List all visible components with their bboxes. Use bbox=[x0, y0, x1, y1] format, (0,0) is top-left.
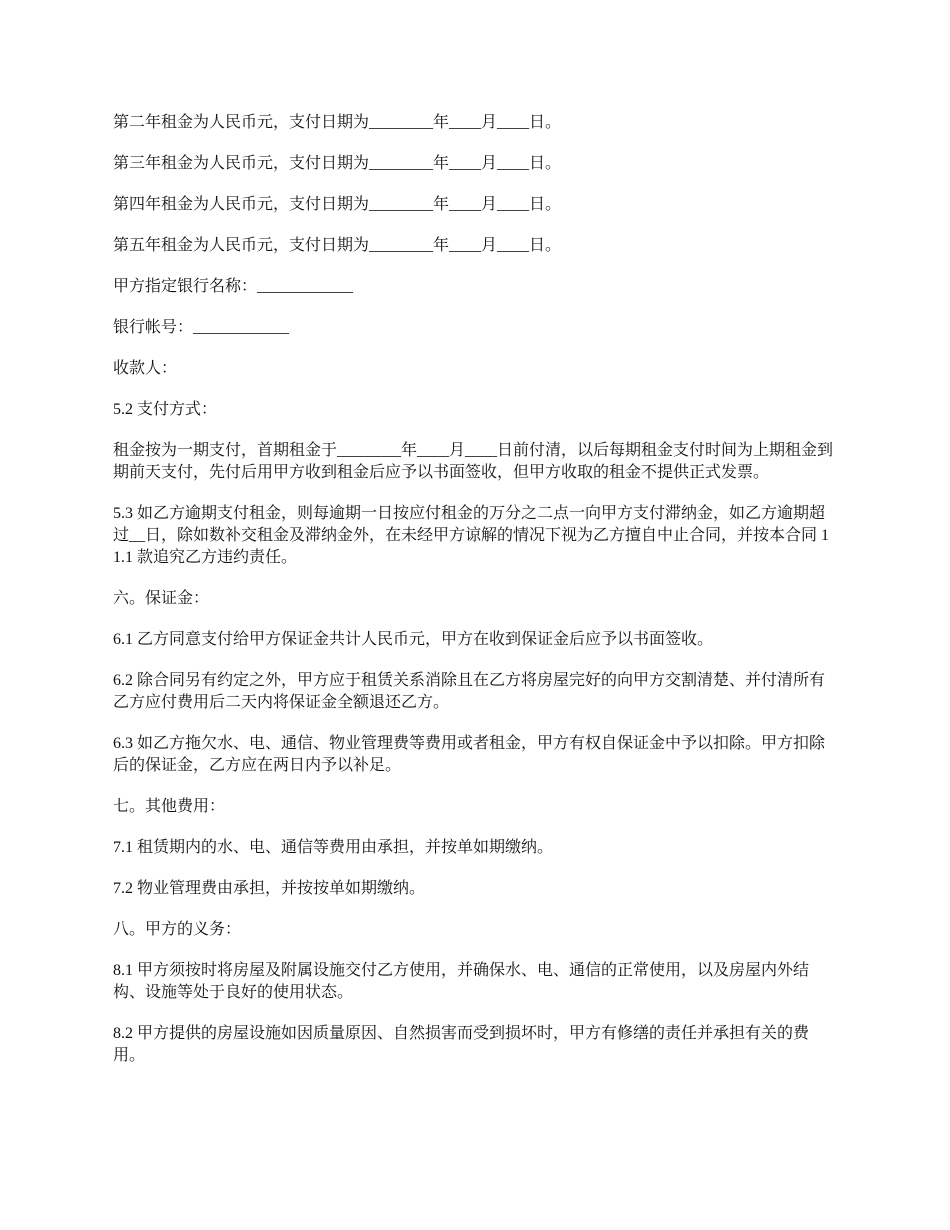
section-8-heading: 八。甲方的义务： bbox=[113, 921, 242, 938]
bank-name-line: 甲方指定银行名称：____________ bbox=[113, 278, 354, 295]
rent-year-5-line: 第五年租金为人民币元，支付日期为________年____月____日。 bbox=[113, 237, 562, 254]
clause-6-2: 6.2 除合同另有约定之外，甲方应于租赁关系消除且在乙方将房屋完好的向甲方交割清楚、并付清所有乙方应付费用后二天内将保证金全额退还乙方。 bbox=[113, 672, 826, 711]
rent-year-3-line: 第三年租金为人民币元，支付日期为________年____月____日。 bbox=[113, 155, 562, 172]
clause-5-3: 5.3 如乙方逾期支付租金，则每逾期一日按应付租金的万分之二点一向甲方支付滞纳金，如乙方逾期超过__日，除如数补交租金及滞纳金外，在未经甲方谅解的情况下视为乙方擅自中止合同，并按本合同 11.1 款追究乙方违约责任。 bbox=[113, 505, 830, 566]
section-7-heading: 七。其他费用： bbox=[113, 798, 226, 815]
bank-account-line: 银行帐号：____________ bbox=[113, 319, 290, 336]
clause-6-1: 6.1 乙方同意支付给甲方保证金共计人民币元，甲方在收到保证金后应予以书面签收。 bbox=[113, 631, 714, 648]
rent-year-2-line: 第二年租金为人民币元，支付日期为________年____月____日。 bbox=[113, 114, 562, 131]
payee-line: 收款人： bbox=[113, 360, 178, 377]
section-6-heading: 六。保证金： bbox=[113, 590, 210, 607]
rent-year-4-line: 第四年租金为人民币元，支付日期为________年____月____日。 bbox=[113, 196, 562, 213]
clause-5-2-body: 租金按为一期支付，首期租金于________年____月____日前付清，以后每期租金支付时间为上期租金到期前天支付，先付后用甲方收到租金后应予以书面签收，但甲方收取的租金不提供正式发票。 bbox=[113, 442, 834, 481]
clause-7-2: 7.2 物业管理费由承担，并按按单如期缴纳。 bbox=[113, 880, 426, 897]
clause-6-3: 6.3 如乙方拖欠水、电、通信、物业管理费等费用或者租金，甲方有权自保证金中予以扣除。甲方扣除后的保证金，乙方应在两日内予以补足。 bbox=[113, 735, 826, 774]
document-page bbox=[113, 112, 838, 1086]
clause-8-1: 8.1 甲方须按时将房屋及附属设施交付乙方使用，并确保水、电、通信的正常使用，以及房屋内外结构、设施等处于良好的使用状态。 bbox=[113, 962, 810, 1001]
clause-5-2-heading: 5.2 支付方式： bbox=[113, 401, 218, 418]
clause-7-1: 7.1 租赁期内的水、电、通信等费用由承担，并按单如期缴纳。 bbox=[113, 839, 554, 856]
clause-8-2: 8.2 甲方提供的房屋设施如因质量原因、自然损害而受到损坏时，甲方有修缮的责任并承担有关的费用。 bbox=[113, 1025, 810, 1064]
